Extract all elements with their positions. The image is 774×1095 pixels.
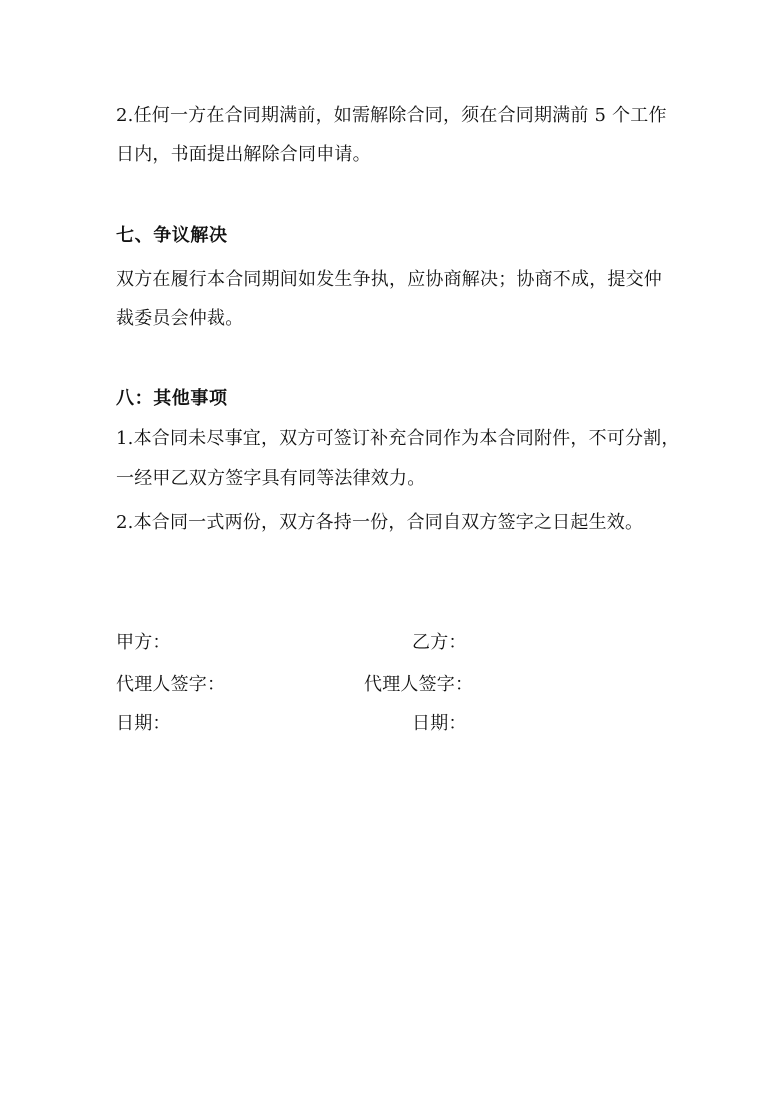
party-b-date-label: 日期： <box>412 713 467 734</box>
termination-item-2-line-2: 日内，书面提出解除合同申请。 <box>116 144 371 165</box>
party-b-signature-label: 乙方： <box>412 632 467 653</box>
dispute-resolution-line-2: 裁委员会仲裁。 <box>116 308 244 329</box>
section-heading-dispute-resolution: 七、争议解决 <box>116 225 228 246</box>
other-matters-item-1-line-2: 一经甲乙双方签字具有同等法律效力。 <box>116 468 426 489</box>
party-a-signature-label: 甲方： <box>116 632 171 653</box>
party-a-agent-signature-label: 代理人签字： <box>116 674 226 695</box>
party-a-date-label: 日期： <box>116 713 171 734</box>
other-matters-item-2: 2.本合同一式两份，双方各持一份，合同自双方签字之日起生效。 <box>116 512 644 533</box>
section-heading-other-matters: 八：其他事项 <box>116 388 228 409</box>
termination-item-2-line-1: 2.任何一方在合同期满前，如需解除合同，须在合同期满前 5 个工作 <box>116 105 667 126</box>
party-b-agent-signature-label: 代理人签字： <box>364 674 474 695</box>
dispute-resolution-line-1: 双方在履行本合同期间如发生争执，应协商解决；协商不成，提交仲 <box>116 269 662 290</box>
other-matters-item-1-line-1: 1.本合同未尽事宜，双方可签订补充合同作为本合同附件，不可分割， <box>116 428 680 449</box>
